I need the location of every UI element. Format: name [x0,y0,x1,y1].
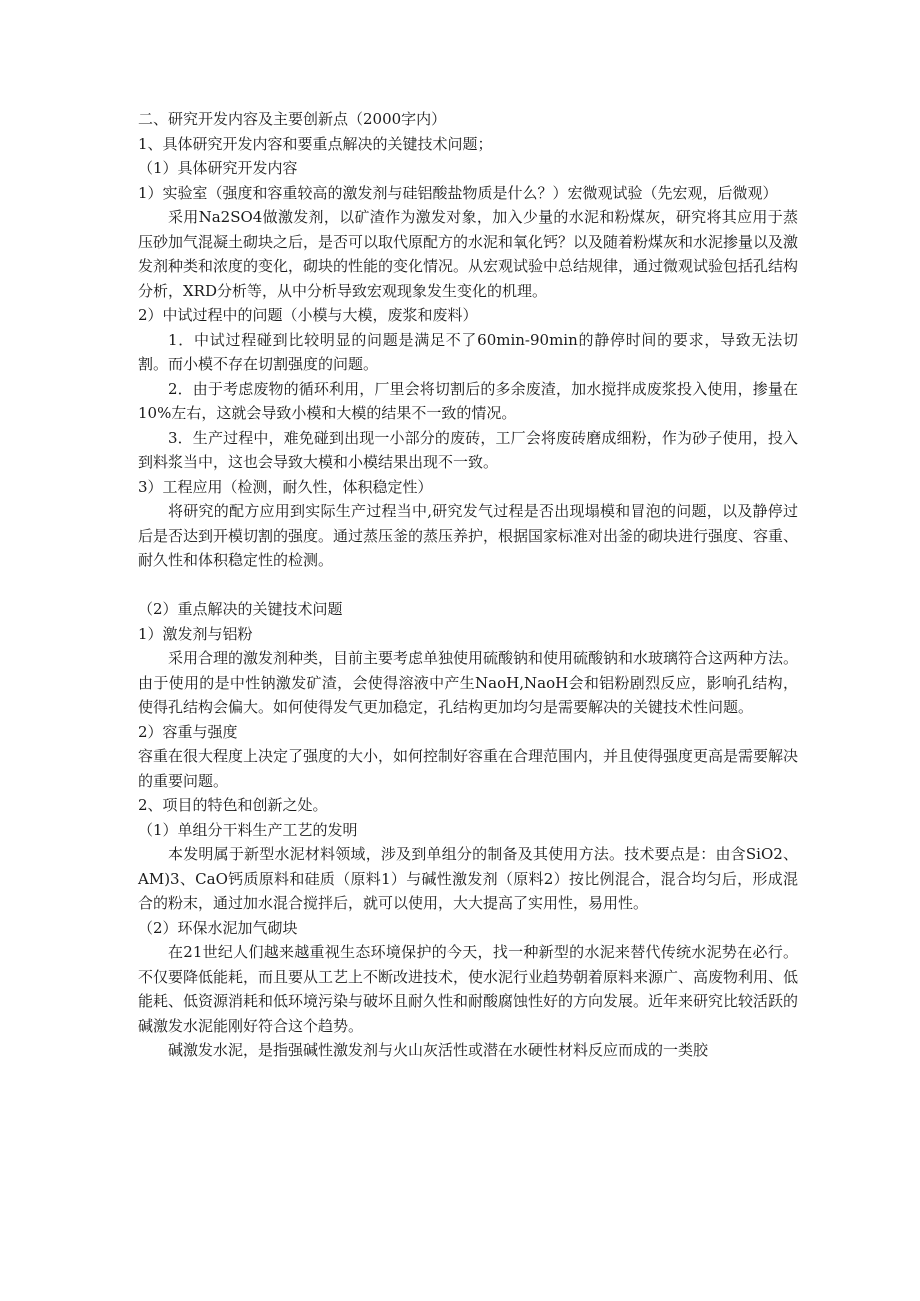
paragraph-lab: 采用Na2SO4做激发剂，以矿渣作为激发对象，加入少量的水泥和粉煤灰，研究将其应用于蒸压砂加气混凝土砌块之后，是否可以取代原配方的水泥和氧化钙？以及随着粉煤灰和水泥掺量以及激发剂种类和浓度的变化，砌块的性能的变化情况。从宏观试验中总结规律，通过微观试验包括孔结构分析，XRD分析等，从中分析导致宏观现象发生变化的机理。 [138,208,799,300]
paragraph-activator: 采用合理的激发剂种类，目前主要考虑单独使用硫酸钠和使用硫酸钠和水玻璃符合这两种方法。由于使用的是中性钠激发矿渣，会使得溶液中产生NaoH,NaoH会和铝粉剧烈反应，影响孔结构，使得孔结构会偏大。如何使得发气更加稳定，孔结构更加均匀是需要解决的关键技术性问题。 [138,649,799,716]
heading-1: 1、具体研究开发内容和要重点解决的关键技术问题； [138,134,493,153]
paragraph-engineering: 将研究的配方应用到实际生产过程当中,研究发气过程是否出现塌模和冒泡的问题，以及静停过后是否达到开模切割的强度。通过蒸压釜的蒸压养护，根据国家标准对出釜的砌块进行强度、容重、耐久性和体积稳定性的检测。 [138,502,799,569]
paragraph-2-2: 在21世纪人们越来越重视生态环境保护的今天，找一种新型的水泥来替代传统水泥势在必行。不仅要降低能耗，而且要从工艺上不断改进技术，使水泥行业趋势朝着原料来源广、高废物利用、低能耗、低资源消耗和低环境污染与破坏且耐久性和耐酸腐蚀性好的方向发展。近年来研究比较活跃的碱激发水泥能刚好符合这个趋势。 [138,943,799,1035]
heading-2-1: （1）单组分干料生产工艺的发明 [138,820,358,839]
section-2-title: 二、研究开发内容及主要创新点（2000字内） [138,110,447,128]
heading-density: 2）容重与强度 [138,722,238,741]
heading-1-2: （2）重点解决的关键技术问题 [138,600,343,618]
paragraph-pilot-1: 1．中试过程碰到比较明显的问题是满足不了60min-90min的静停时间的要求，导致无法切割。而小模不存在切割强度的问题。 [138,330,798,373]
paragraph-2-1: 本发明属于新型水泥材料领域，涉及到单组分的制备及其使用方法。技术要点是：由含SiO2、AM)3、CaO钙质原料和硅质（原料1）与碱性激发剂（原料2）按比例混合，混合均匀后，形成混合的粉末，通过加水混合搅拌后，就可以使用，大大提高了实用性，易用性。 [138,845,798,912]
paragraph-pilot-2: 2．由于考虑废物的循环利用，厂里会将切割后的多余废渣，加水搅拌成废浆投入使用，掺量在10%左右，这就会导致小模和大模的结果不一致的情况。 [138,379,798,422]
paragraph-2-3: 碱激发水泥，是指强碱性激发剂与火山灰活性或潜在水硬性材料反应而成的一类胶 [168,1041,709,1059]
paragraph-pilot-3: 3．生产过程中，难免碰到出现一小部分的废砖，工厂会将废砖磨成细粉，作为砂子使用，投入到料浆当中，这也会导致大模和小模结果出现不一致。 [138,428,798,471]
heading-1-1: （1）具体研究开发内容 [138,159,298,177]
heading-2-2: （2）环保水泥加气砌块 [138,918,298,937]
heading-pilot: 2）中试过程中的问题（小模与大模，废浆和废料） [138,306,478,324]
blank-line [138,573,798,598]
document-body [138,107,798,1063]
heading-activator: 1）激发剂与铝粉 [138,624,253,643]
heading-lab: 1）实验室（强度和容重较高的激发剂与硅铝酸盐物质是什么？）宏微观试验（先宏观，后微观） [138,183,778,202]
paragraph-density: 容重在很大程度上决定了强度的大小，如何控制好容重在合理范围内，并且使得强度更高是需要解决的重要问题。 [138,747,799,790]
heading-engineering: 3）工程应用（检测，耐久性，体积稳定性） [138,477,433,496]
heading-2: 2、项目的特色和创新之处。 [138,796,328,814]
